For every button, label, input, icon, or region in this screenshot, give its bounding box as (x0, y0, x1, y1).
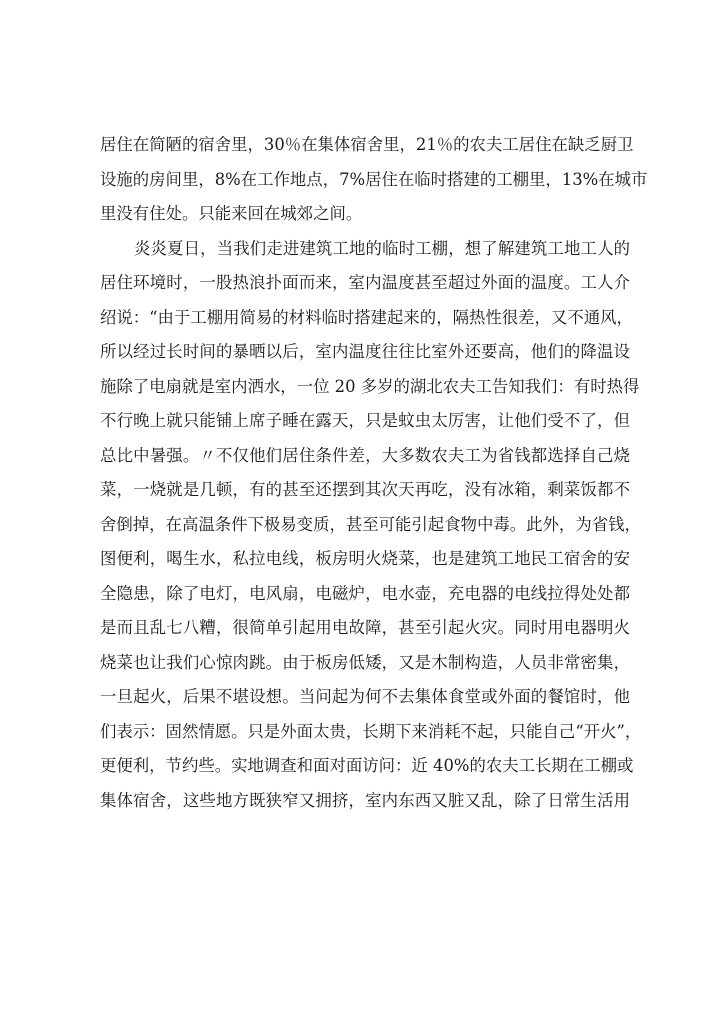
text-line: 居住在简陋的宿舍里，30％在集体宿舍里，21％的农夫工居住在缺乏厨卫 (100, 135, 634, 154)
text-line: 图便利，喝生水，私拉电线，板房明火烧菜，也是建筑工地民工宿舍的安 (100, 549, 630, 568)
text-line: 所以经过长时间的暴晒以后，室内温度往往比室外还要高，他们的降温设 (100, 342, 630, 361)
text-line: 居住环境时，一股热浪扑面而来，室内温度甚至超过外面的温度。工人介 (100, 273, 630, 292)
text-line: 全隐患，除了电灯，电风扇，电磁炉，电水壶，充电器的电线拉得处处都 (100, 583, 630, 603)
paragraph (100, 128, 648, 232)
text-line: 们表示：固然情愿。只是外面太贵，长期下来消耗不起，只能自己“开火”， (100, 721, 642, 741)
text-line: 总比中暑强。〃不仅他们居住条件差，大多数农夫工为省钱都选择自己烧 (100, 445, 630, 465)
document-body (100, 128, 648, 818)
text-line: 施除了电扇就是室内洒水，一位 20 多岁的湖北农夫工告知我们：有时热得 (100, 376, 640, 396)
text-line: 里没有住处。只能来回在城郊之间。 (100, 204, 363, 223)
text-line: 绍说：“由于工棚用简易的材料临时搭建起来的，隔热性很差，又不通风， (100, 307, 633, 327)
text-line: 舍倒掉，在高温条件下极易变质，甚至可能引起食物中毒。此外，为省钱， (100, 514, 641, 534)
text-line: 一旦起火，后果不堪设想。当问起为何不去集体食堂或外面的餐馆时，他 (100, 687, 630, 706)
text-line: 是而且乱七八糟，很简单引起用电故障，甚至引起火灾。同时用电器明火 (100, 618, 630, 637)
text-line: 烧菜也让我们心惊肉跳。由于板房低矮，又是木制构造，人员非常密集， (100, 652, 630, 672)
text-line: 炎炎夏日，当我们走进建筑工地的临时工棚，想了解建筑工地工人的 (134, 238, 630, 258)
text-line: 不行晚上就只能铺上席子睡在露天，只是蚊虫太厉害，让他们受不了，但 (100, 411, 630, 430)
text-line: 更便利，节约些。实地调查和面对面访问：近 40%的农夫工长期在工棚或 (100, 756, 634, 775)
paragraph (100, 232, 642, 819)
text-line: 集体宿舍，这些地方既狭窄又拥挤，室内东西又脏又乱，除了日常生活用 (100, 790, 630, 810)
text-line: 设施的房间里，8%在工作地点，7%居住在临时搭建的工棚里，13%在城市 (100, 169, 648, 189)
text-line: 菜，一烧就是几顿，有的甚至还摆到其次天再吃，没有冰箱，剩菜饭都不 (100, 480, 630, 499)
